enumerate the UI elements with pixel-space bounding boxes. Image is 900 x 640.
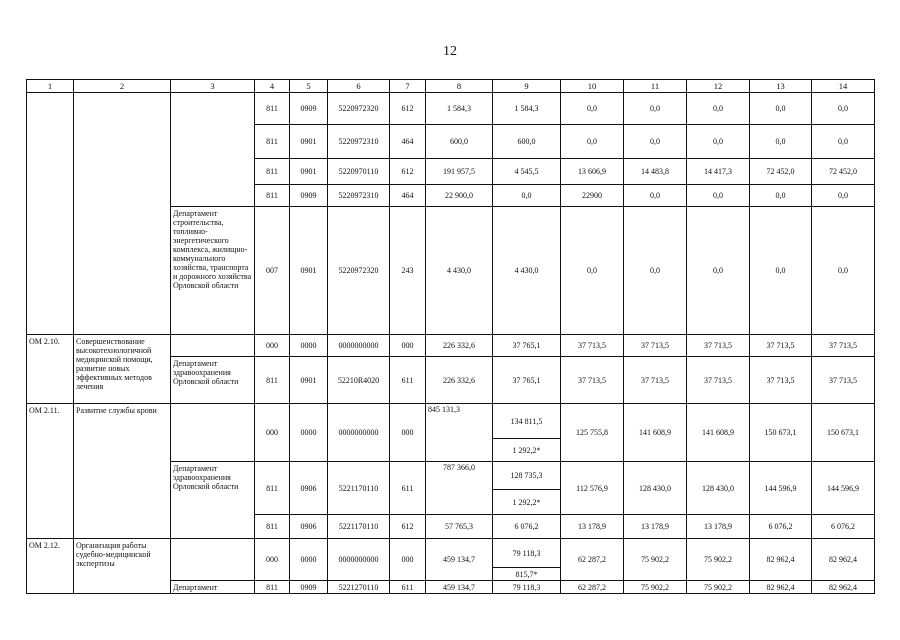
value-cell-col12: 0,0 — [687, 93, 750, 125]
value-cell-col4: 811 — [255, 185, 290, 207]
value-cell-col4: 811 — [255, 581, 290, 594]
value-cell-col4: 811 — [255, 462, 290, 515]
value-cell-col6: 5221170110 — [328, 515, 390, 539]
value-cell-col4: 007 — [255, 207, 290, 335]
value-cell-col6: 5220972310 — [328, 185, 390, 207]
value-cell-col8: 1 584,3 — [426, 93, 493, 125]
value-cell-col12: 0,0 — [687, 125, 750, 159]
value-cell-col6: 5220972320 — [328, 93, 390, 125]
item-name-cell: Организация работы судебно-медицинской экспертизы — [74, 539, 171, 594]
column-header: 5 — [290, 80, 328, 93]
value-cell-col10: 62 287,2 — [561, 581, 624, 594]
value-cell-col11: 37 713,5 — [624, 335, 687, 357]
value-cell-col10: 22900 — [561, 185, 624, 207]
value-cell-col9: 4 430,0 — [493, 207, 561, 335]
value-cell-col5: 0000 — [290, 404, 328, 462]
executor-cell — [171, 335, 255, 357]
value-cell-col4: 811 — [255, 93, 290, 125]
value-cell-col9: 1 584,3 — [493, 93, 561, 125]
value-cell-col12: 37 713,5 — [687, 335, 750, 357]
executor-cell — [171, 404, 255, 462]
value-cell-col14: 82 962,4 — [812, 581, 875, 594]
value-cell-col13: 72 452,0 — [750, 159, 812, 185]
value-cell-col11: 0,0 — [624, 207, 687, 335]
value-cell-col8: 226 332,6 — [426, 357, 493, 404]
value-cell-col13: 0,0 — [750, 185, 812, 207]
value-cell-col10: 62 287,2 — [561, 539, 624, 581]
value-cell-col13: 144 596,9 — [750, 462, 812, 515]
value-cell-col14: 6 076,2 — [812, 515, 875, 539]
value-cell-col8: 226 332,6 — [426, 335, 493, 357]
value-cell-col11: 75 902,2 — [624, 581, 687, 594]
value-cell-col13: 82 962,4 — [750, 581, 812, 594]
value-cell-col4: 000 — [255, 335, 290, 357]
column-header: 7 — [390, 80, 426, 93]
value-cell-col13: 0,0 — [750, 207, 812, 335]
value-cell-col9: 37 765,1 — [493, 335, 561, 357]
value-cell-col8: 845 131,3 — [426, 404, 493, 462]
value-cell-col14: 37 713,5 — [812, 357, 875, 404]
value-cell-col14: 150 673,1 — [812, 404, 875, 462]
value-cell-col7: 611 — [390, 357, 426, 404]
value-cell-col8: 600,0 — [426, 125, 493, 159]
column-header: 1 — [27, 80, 74, 93]
budget-table — [26, 79, 875, 594]
value-cell-col13: 150 673,1 — [750, 404, 812, 462]
value-cell-col7: 611 — [390, 462, 426, 515]
value-cell-col13: 37 713,5 — [750, 357, 812, 404]
item-name-cell: Совершенствование высокотехнологичной медицинской помощи, развитие новых эффективных методов лечения — [74, 335, 171, 404]
value-cell-col6: 5220970110 — [328, 159, 390, 185]
value-cell-col7: 612 — [390, 93, 426, 125]
value-cell-col7: 611 — [390, 581, 426, 594]
value-cell-col6: 5220972310 — [328, 125, 390, 159]
value-cell-col9: 0,0 — [493, 185, 561, 207]
value-cell-col5: 0000 — [290, 539, 328, 581]
executor-cell: Департамент — [171, 581, 255, 594]
executor-cell: Департамент здравоохранения Орловской области — [171, 357, 255, 404]
value-cell-col4: 000 — [255, 404, 290, 462]
value-cell-col4: 811 — [255, 159, 290, 185]
value-cell-col14: 82 962,4 — [812, 539, 875, 581]
item-name-cell — [74, 93, 171, 335]
value-cell-col10: 0,0 — [561, 207, 624, 335]
value-cell-col7: 464 — [390, 125, 426, 159]
column-header: 3 — [171, 80, 255, 93]
value-cell-col4: 811 — [255, 357, 290, 404]
table-row — [27, 539, 875, 568]
value-cell-col12: 14 417,3 — [687, 159, 750, 185]
value-cell-col9: 134 811,5 — [493, 404, 561, 439]
value-cell-col11: 14 483,8 — [624, 159, 687, 185]
value-cell-col11: 0,0 — [624, 93, 687, 125]
value-cell-col7: 000 — [390, 404, 426, 462]
value-cell-col10: 125 755,8 — [561, 404, 624, 462]
value-cell-col9: 600,0 — [493, 125, 561, 159]
value-cell-col7: 464 — [390, 185, 426, 207]
value-cell-col10: 13 178,9 — [561, 515, 624, 539]
value-cell-col6: 0000000000 — [328, 335, 390, 357]
value-cell-col10: 37 713,5 — [561, 335, 624, 357]
column-header: 13 — [750, 80, 812, 93]
table-row — [27, 335, 875, 357]
value-cell-col5: 0909 — [290, 185, 328, 207]
value-cell-col8: 22 900,0 — [426, 185, 493, 207]
value-cell-col9: 815,7* — [493, 568, 561, 581]
value-cell-col8: 4 430,0 — [426, 207, 493, 335]
value-cell-col14: 0,0 — [812, 93, 875, 125]
column-header: 10 — [561, 80, 624, 93]
value-cell-col12: 75 902,2 — [687, 581, 750, 594]
item-code-cell — [27, 93, 74, 335]
value-cell-col7: 243 — [390, 207, 426, 335]
value-cell-col5: 0909 — [290, 93, 328, 125]
header-row — [27, 80, 875, 93]
value-cell-col8: 787 366,0 — [426, 462, 493, 515]
value-cell-col5: 0901 — [290, 207, 328, 335]
value-cell-col12: 13 178,9 — [687, 515, 750, 539]
value-cell-col10: 0,0 — [561, 93, 624, 125]
value-cell-col9: 1 292,2* — [493, 490, 561, 515]
value-cell-col6: 0000000000 — [328, 539, 390, 581]
value-cell-col9: 6 076,2 — [493, 515, 561, 539]
column-header: 11 — [624, 80, 687, 93]
value-cell-col5: 0000 — [290, 335, 328, 357]
value-cell-col6: 5221270110 — [328, 581, 390, 594]
value-cell-col5: 0906 — [290, 462, 328, 515]
item-code-cell: ОМ 2.12. — [27, 539, 74, 594]
value-cell-col14: 0,0 — [812, 125, 875, 159]
value-cell-col8: 459 134,7 — [426, 539, 493, 581]
value-cell-col12: 128 430,0 — [687, 462, 750, 515]
value-cell-col10: 0,0 — [561, 125, 624, 159]
value-cell-col9: 4 545,5 — [493, 159, 561, 185]
value-cell-col7: 612 — [390, 159, 426, 185]
value-cell-col9: 128 735,3 — [493, 462, 561, 490]
value-cell-col5: 0901 — [290, 125, 328, 159]
value-cell-col6: 5221170110 — [328, 462, 390, 515]
value-cell-col4: 811 — [255, 125, 290, 159]
value-cell-col5: 0901 — [290, 159, 328, 185]
value-cell-col11: 75 902,2 — [624, 539, 687, 581]
value-cell-col14: 0,0 — [812, 185, 875, 207]
value-cell-col9: 37 765,1 — [493, 357, 561, 404]
value-cell-col7: 000 — [390, 335, 426, 357]
column-header: 4 — [255, 80, 290, 93]
value-cell-col6: 52210R4020 — [328, 357, 390, 404]
value-cell-col6: 0000000000 — [328, 404, 390, 462]
value-cell-col7: 612 — [390, 515, 426, 539]
value-cell-col13: 0,0 — [750, 125, 812, 159]
value-cell-col10: 13 606,9 — [561, 159, 624, 185]
value-cell-col6: 5220972320 — [328, 207, 390, 335]
value-cell-col5: 0906 — [290, 515, 328, 539]
column-header: 14 — [812, 80, 875, 93]
value-cell-col8: 191 957,5 — [426, 159, 493, 185]
value-cell-col12: 37 713,5 — [687, 357, 750, 404]
value-cell-col13: 37 713,5 — [750, 335, 812, 357]
value-cell-col12: 0,0 — [687, 185, 750, 207]
value-cell-col14: 144 596,9 — [812, 462, 875, 515]
value-cell-col9: 79 118,3 — [493, 539, 561, 568]
column-header: 6 — [328, 80, 390, 93]
page-number: 12 — [443, 44, 457, 59]
value-cell-col4: 000 — [255, 539, 290, 581]
value-cell-col13: 82 962,4 — [750, 539, 812, 581]
value-cell-col12: 75 902,2 — [687, 539, 750, 581]
value-cell-col7: 000 — [390, 539, 426, 581]
value-cell-col10: 37 713,5 — [561, 357, 624, 404]
column-header: 2 — [74, 80, 171, 93]
value-cell-col14: 0,0 — [812, 207, 875, 335]
value-cell-col13: 6 076,2 — [750, 515, 812, 539]
value-cell-col4: 811 — [255, 515, 290, 539]
value-cell-col11: 141 608,9 — [624, 404, 687, 462]
executor-cell — [171, 539, 255, 581]
value-cell-col9: 1 292,2* — [493, 439, 561, 462]
table-row — [27, 93, 875, 125]
value-cell-col11: 37 713,5 — [624, 357, 687, 404]
value-cell-col8: 459 134,7 — [426, 581, 493, 594]
value-cell-col14: 72 452,0 — [812, 159, 875, 185]
value-cell-col5: 0909 — [290, 581, 328, 594]
value-cell-col11: 0,0 — [624, 185, 687, 207]
table-row — [27, 404, 875, 439]
value-cell-col11: 128 430,0 — [624, 462, 687, 515]
executor-cell: Департамент здравоохранения Орловской области — [171, 462, 255, 539]
column-header: 12 — [687, 80, 750, 93]
value-cell-col9: 79 118,3 — [493, 581, 561, 594]
value-cell-col10: 112 576,9 — [561, 462, 624, 515]
column-header: 8 — [426, 80, 493, 93]
value-cell-col11: 0,0 — [624, 125, 687, 159]
item-code-cell: ОМ 2.10. — [27, 335, 74, 404]
value-cell-col8: 57 765,3 — [426, 515, 493, 539]
value-cell-col13: 0,0 — [750, 93, 812, 125]
executor-cell: Департамент строительства, топливно-энергетического комплекса, жилищно-коммунального хозяйства, транспорта и дорожного хозяйства Орловской области — [171, 207, 255, 335]
value-cell-col11: 13 178,9 — [624, 515, 687, 539]
value-cell-col12: 141 608,9 — [687, 404, 750, 462]
value-cell-col14: 37 713,5 — [812, 335, 875, 357]
item-code-cell: ОМ 2.11. — [27, 404, 74, 539]
column-header: 9 — [493, 80, 561, 93]
value-cell-col5: 0901 — [290, 357, 328, 404]
executor-cell — [171, 93, 255, 207]
item-name-cell: Развитие службы крови — [74, 404, 171, 539]
value-cell-col12: 0,0 — [687, 207, 750, 335]
